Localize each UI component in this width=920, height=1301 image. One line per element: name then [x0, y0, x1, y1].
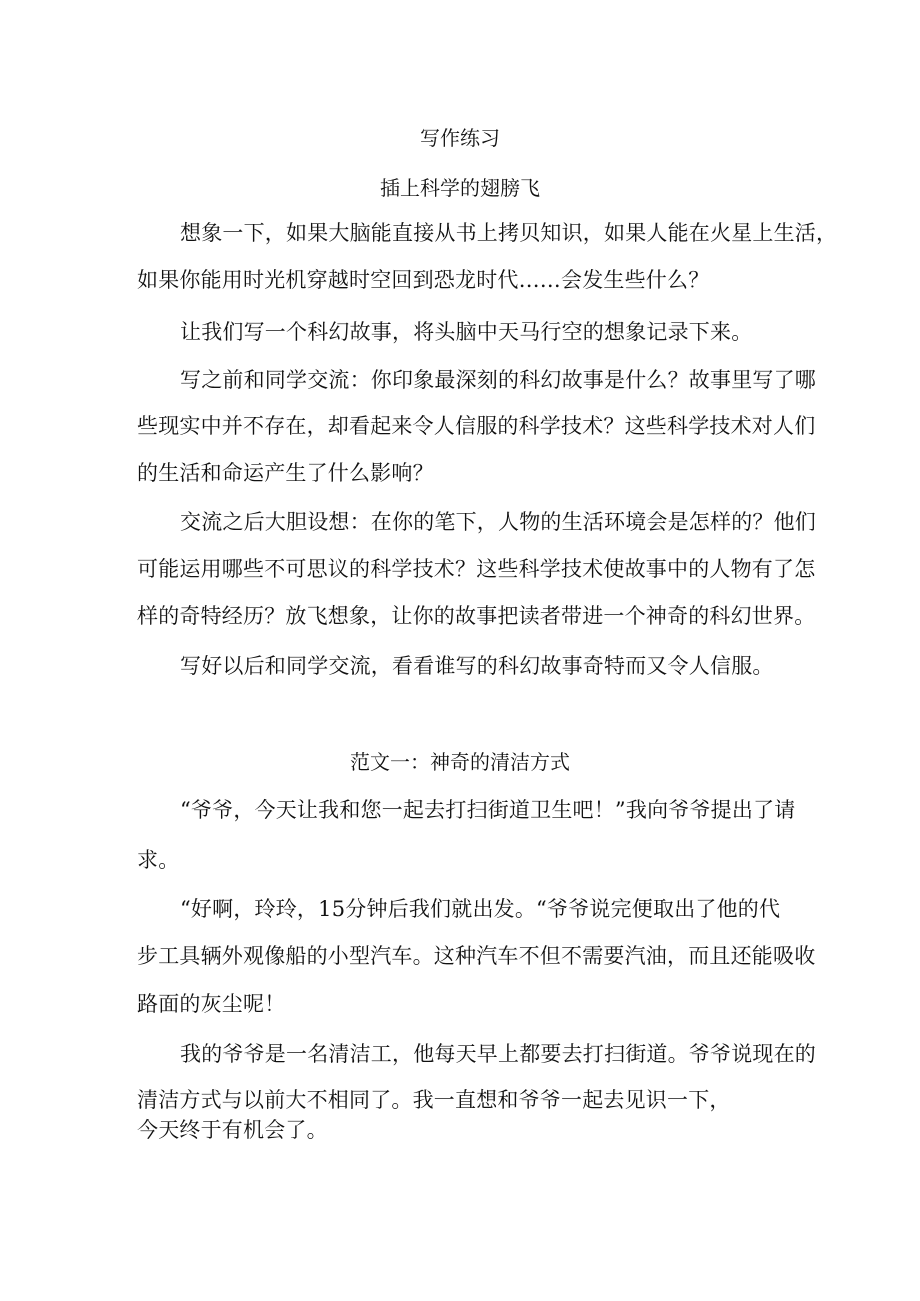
paragraph-4-line-2: 可能运用哪些不可思议的科学技术？这些科学技术使故事中的人物有了怎 [137, 557, 816, 581]
paragraph-4-line-1: 交流之后大胆设想：在你的笔下，人物的生活环境会是怎样的？他们 [180, 510, 816, 534]
paragraph-1-line-1: 想象一下，如果大脑能直接从书上拷贝知识，如果人能在火星上生活， [180, 221, 838, 245]
sample-paragraph-2-line-3: 路面的灰尘呢！ [137, 992, 286, 1016]
sample-paragraph-3-line-2: 清洁方式与以前大不相同了。我一直想和爷爷一起去见识一下， [137, 1088, 731, 1112]
sample-paragraph-2-line-2: 步工具辆外观像船的小型汽车。这种汽车不但不需要汽油，而且还能吸收 [137, 944, 816, 968]
paragraph-4-line-3: 样的奇特经历？放飞想象，让你的故事把读者带进一个神奇的科幻世界。 [137, 604, 816, 628]
sample-title: 范文一：神奇的清洁方式 [350, 750, 570, 774]
paragraph-2-line-1: 让我们写一个科幻故事，将头脑中天马行空的想象记录下来。 [180, 320, 753, 344]
sample-paragraph-1-line-1: “爷爷，今天让我和您一起去打扫街道卫生吧！”我向爷爷提出了请 [180, 798, 796, 822]
sample-paragraph-3-line-3: 今天终于有机会了。 [137, 1118, 328, 1142]
article-title: 插上科学的翅膀飞 [380, 176, 540, 200]
sample-paragraph-1-line-2: 求。 [137, 848, 180, 872]
sample-paragraph-2-line-1: “好啊，玲玲，15分钟后我们就出发。“爷爷说完便取出了他的代 [180, 897, 781, 921]
paragraph-3-line-3: 的生活和命运产生了什么影响？ [137, 461, 434, 485]
page-heading: 写作练习 [420, 126, 500, 150]
paragraph-5-line-1: 写好以后和同学交流，看看谁写的科幻故事奇特而又令人信服。 [180, 654, 774, 678]
paragraph-3-line-1: 写之前和同学交流：你印象最深刻的科幻故事是什么？故事里写了哪 [180, 368, 816, 392]
sample-paragraph-3-line-1: 我的爷爷是一名清洁工，他每天早上都要去打扫街道。爷爷说现在的 [180, 1042, 816, 1066]
paragraph-3-line-2: 些现实中并不存在，却看起来令人信服的科学技术？这些科学技术对人们 [137, 414, 816, 438]
paragraph-1-line-2: 如果你能用时光机穿越时空回到恐龙时代……会发生些什么？ [137, 268, 710, 292]
